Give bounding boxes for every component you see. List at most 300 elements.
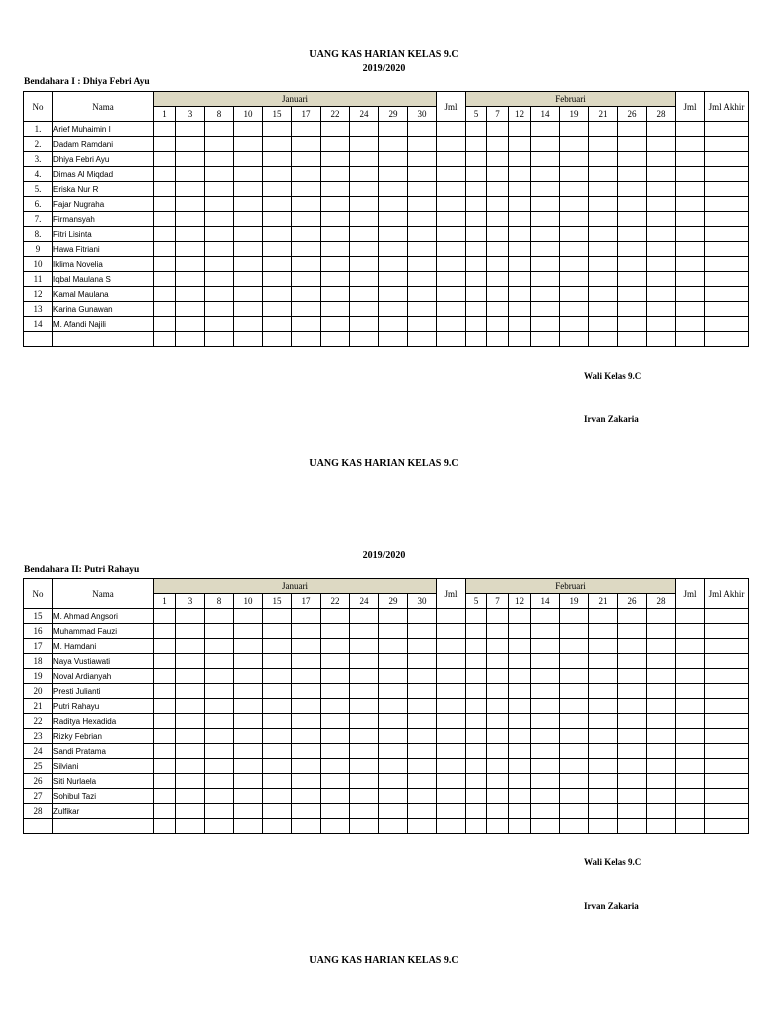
payment-cell	[647, 257, 676, 272]
payment-cell	[531, 624, 560, 639]
payment-cell	[408, 317, 437, 332]
payment-cell	[292, 819, 321, 834]
payment-cell	[509, 167, 531, 182]
payment-cell	[379, 654, 408, 669]
payment-cell	[321, 317, 350, 332]
payment-cell	[466, 122, 487, 137]
student-name: M. Ahmad Angsori	[53, 609, 154, 624]
table-row	[24, 302, 749, 317]
payment-cell	[618, 624, 647, 639]
payment-cell	[234, 227, 263, 242]
payment-cell	[154, 137, 176, 152]
payment-cell	[292, 272, 321, 287]
payment-cell	[437, 182, 466, 197]
payment-cell	[437, 669, 466, 684]
payment-cell	[509, 609, 531, 624]
payment-cell	[292, 759, 321, 774]
payment-cell	[408, 122, 437, 137]
payment-cell	[676, 639, 705, 654]
table-row	[24, 744, 749, 759]
student-no: 9	[24, 242, 53, 257]
payment-cell	[292, 684, 321, 699]
payment-cell	[234, 302, 263, 317]
payment-cell	[205, 654, 234, 669]
student-no: 28	[24, 804, 53, 819]
payment-cell	[292, 242, 321, 257]
payment-cell	[263, 819, 292, 834]
payment-cell	[676, 804, 705, 819]
payment-cell	[350, 152, 379, 167]
payment-cell	[379, 624, 408, 639]
day-header-februari: 28	[647, 594, 676, 609]
payment-cell	[589, 609, 618, 624]
payment-cell	[487, 774, 509, 789]
payment-cell	[408, 227, 437, 242]
payment-cell	[379, 729, 408, 744]
payment-cell	[321, 774, 350, 789]
payment-cell	[408, 714, 437, 729]
payment-cell	[560, 609, 589, 624]
payment-cell	[531, 714, 560, 729]
payment-cell	[466, 182, 487, 197]
payment-cell	[321, 122, 350, 137]
payment-cell	[234, 332, 263, 347]
payment-cell	[234, 609, 263, 624]
payment-cell	[263, 227, 292, 242]
payment-cell	[154, 332, 176, 347]
payment-cell	[647, 759, 676, 774]
day-header-januari: 1	[154, 107, 176, 122]
payment-cell	[379, 819, 408, 834]
day-header-januari: 15	[263, 594, 292, 609]
payment-cell	[487, 669, 509, 684]
payment-cell	[176, 819, 205, 834]
payment-cell	[321, 242, 350, 257]
payment-cell	[618, 227, 647, 242]
payment-cell	[205, 684, 234, 699]
payment-cell	[618, 654, 647, 669]
payment-cell	[531, 317, 560, 332]
payment-cell	[176, 137, 205, 152]
payment-cell	[618, 212, 647, 227]
payment-cell	[437, 212, 466, 227]
payment-cell	[487, 182, 509, 197]
payment-cell	[176, 287, 205, 302]
payment-cell	[589, 744, 618, 759]
payment-cell	[705, 684, 749, 699]
payment-cell	[560, 654, 589, 669]
table-row	[24, 287, 749, 302]
payment-cell	[676, 759, 705, 774]
payment-cell	[154, 272, 176, 287]
payment-cell	[531, 804, 560, 819]
payment-cell	[509, 789, 531, 804]
payment-cell	[176, 227, 205, 242]
student-name: Muhammad Fauzi	[53, 624, 154, 639]
kas-table-2	[23, 578, 749, 834]
payment-cell	[618, 729, 647, 744]
payment-cell	[618, 152, 647, 167]
payment-cell	[676, 302, 705, 317]
payment-cell	[560, 332, 589, 347]
payment-cell	[176, 789, 205, 804]
payment-cell	[234, 197, 263, 212]
day-header-februari: 7	[487, 107, 509, 122]
payment-cell	[379, 774, 408, 789]
day-header-februari: 14	[531, 107, 560, 122]
payment-cell	[531, 137, 560, 152]
student-no: 21	[24, 699, 53, 714]
payment-cell	[487, 197, 509, 212]
payment-cell	[205, 242, 234, 257]
payment-cell	[647, 789, 676, 804]
payment-cell	[618, 272, 647, 287]
payment-cell	[676, 272, 705, 287]
month-header-januari: Januari	[154, 579, 437, 594]
day-header-februari: 14	[531, 594, 560, 609]
payment-cell	[487, 744, 509, 759]
payment-cell	[618, 819, 647, 834]
payment-cell	[205, 332, 234, 347]
payment-cell	[350, 699, 379, 714]
payment-cell	[350, 744, 379, 759]
payment-cell	[408, 819, 437, 834]
student-name: Iklima Novelia	[53, 257, 154, 272]
day-header-februari: 5	[466, 107, 487, 122]
payment-cell	[618, 699, 647, 714]
payment-cell	[321, 609, 350, 624]
column-header-jml-januari: Jml	[437, 579, 466, 609]
payment-cell	[408, 789, 437, 804]
kas-table-1	[23, 91, 749, 347]
payment-cell	[234, 137, 263, 152]
payment-cell	[618, 609, 647, 624]
payment-cell	[154, 287, 176, 302]
payment-cell	[487, 729, 509, 744]
table-row	[24, 122, 749, 137]
student-name: Raditya Hexadida	[53, 714, 154, 729]
column-header-jml-akhir: Jml Akhir	[705, 92, 749, 122]
payment-cell	[705, 669, 749, 684]
payment-cell	[466, 804, 487, 819]
payment-cell	[154, 774, 176, 789]
payment-cell	[321, 819, 350, 834]
payment-cell	[263, 212, 292, 227]
column-header-jml-februari: Jml	[676, 579, 705, 609]
payment-cell	[321, 639, 350, 654]
payment-cell	[466, 257, 487, 272]
student-no: 5.	[24, 182, 53, 197]
payment-cell	[589, 699, 618, 714]
payment-cell	[705, 167, 749, 182]
payment-cell	[676, 212, 705, 227]
table-row	[24, 669, 749, 684]
payment-cell	[321, 287, 350, 302]
payment-cell	[205, 819, 234, 834]
payment-cell	[531, 744, 560, 759]
payment-cell	[350, 759, 379, 774]
payment-cell	[350, 332, 379, 347]
payment-cell	[437, 152, 466, 167]
payment-cell	[263, 152, 292, 167]
payment-cell	[560, 669, 589, 684]
payment-cell	[176, 317, 205, 332]
payment-cell	[154, 804, 176, 819]
payment-cell	[589, 152, 618, 167]
payment-cell	[292, 122, 321, 137]
payment-cell	[589, 759, 618, 774]
payment-cell	[292, 654, 321, 669]
payment-cell	[154, 197, 176, 212]
payment-cell	[647, 197, 676, 212]
payment-cell	[647, 152, 676, 167]
payment-cell	[705, 197, 749, 212]
payment-cell	[379, 182, 408, 197]
payment-cell	[379, 332, 408, 347]
payment-cell	[292, 609, 321, 624]
payment-cell	[618, 332, 647, 347]
payment-cell	[531, 242, 560, 257]
payment-cell	[676, 242, 705, 257]
payment-cell	[350, 789, 379, 804]
payment-cell	[676, 167, 705, 182]
payment-cell	[589, 242, 618, 257]
payment-cell	[676, 744, 705, 759]
payment-cell	[408, 639, 437, 654]
payment-cell	[705, 819, 749, 834]
payment-cell	[676, 317, 705, 332]
payment-cell	[154, 609, 176, 624]
day-header-februari: 12	[509, 107, 531, 122]
payment-cell	[408, 609, 437, 624]
table-row	[24, 152, 749, 167]
payment-cell	[560, 699, 589, 714]
payment-cell	[466, 654, 487, 669]
payment-cell	[560, 819, 589, 834]
payment-cell	[379, 287, 408, 302]
payment-cell	[509, 714, 531, 729]
payment-cell	[705, 609, 749, 624]
payment-cell	[379, 804, 408, 819]
payment-cell	[705, 789, 749, 804]
payment-cell	[154, 744, 176, 759]
column-header-jml-akhir: Jml Akhir	[705, 579, 749, 609]
payment-cell	[379, 242, 408, 257]
payment-cell	[292, 152, 321, 167]
payment-cell	[437, 197, 466, 212]
payment-cell	[321, 302, 350, 317]
payment-cell	[560, 287, 589, 302]
payment-cell	[205, 609, 234, 624]
payment-cell	[618, 669, 647, 684]
payment-cell	[234, 759, 263, 774]
student-no: 3.	[24, 152, 53, 167]
payment-cell	[437, 609, 466, 624]
payment-cell	[531, 654, 560, 669]
payment-cell	[647, 639, 676, 654]
day-header-januari: 1	[154, 594, 176, 609]
payment-cell	[466, 684, 487, 699]
payment-cell	[408, 654, 437, 669]
section-1-title: UANG KAS HARIAN KELAS 9.C	[309, 49, 459, 60]
payment-cell	[589, 774, 618, 789]
payment-cell	[647, 137, 676, 152]
payment-cell	[292, 227, 321, 242]
payment-cell	[589, 272, 618, 287]
payment-cell	[509, 152, 531, 167]
payment-cell	[618, 317, 647, 332]
payment-cell	[487, 654, 509, 669]
payment-cell	[531, 609, 560, 624]
payment-cell	[487, 242, 509, 257]
payment-cell	[205, 759, 234, 774]
payment-cell	[560, 759, 589, 774]
payment-cell	[676, 137, 705, 152]
payment-cell	[705, 182, 749, 197]
payment-cell	[321, 699, 350, 714]
payment-cell	[466, 302, 487, 317]
payment-cell	[487, 152, 509, 167]
day-header-januari: 8	[205, 594, 234, 609]
payment-cell	[292, 332, 321, 347]
payment-cell	[263, 122, 292, 137]
student-no: 13	[24, 302, 53, 317]
student-name: Dhiya Febri Ayu	[53, 152, 154, 167]
payment-cell	[560, 639, 589, 654]
payment-cell	[647, 699, 676, 714]
student-name: Hawa Fitriani	[53, 242, 154, 257]
student-no: 4.	[24, 167, 53, 182]
student-no: 2.	[24, 137, 53, 152]
table-row	[24, 699, 749, 714]
payment-cell	[531, 684, 560, 699]
payment-cell	[560, 122, 589, 137]
payment-cell	[437, 302, 466, 317]
day-header-januari: 29	[379, 107, 408, 122]
payment-cell	[705, 744, 749, 759]
month-header-februari: Februari	[466, 92, 676, 107]
payment-cell	[408, 197, 437, 212]
payment-cell	[560, 212, 589, 227]
payment-cell	[379, 272, 408, 287]
payment-cell	[263, 669, 292, 684]
payment-cell	[379, 122, 408, 137]
payment-cell	[509, 137, 531, 152]
payment-cell	[205, 699, 234, 714]
student-no: 24	[24, 744, 53, 759]
payment-cell	[560, 804, 589, 819]
payment-cell	[589, 167, 618, 182]
payment-cell	[350, 122, 379, 137]
payment-cell	[705, 714, 749, 729]
payment-cell	[560, 317, 589, 332]
payment-cell	[321, 167, 350, 182]
day-header-januari: 17	[292, 107, 321, 122]
payment-cell	[292, 197, 321, 212]
payment-cell	[589, 137, 618, 152]
payment-cell	[560, 227, 589, 242]
student-name: Kamal Maulana	[53, 287, 154, 302]
student-no: 16	[24, 624, 53, 639]
payment-cell	[466, 227, 487, 242]
student-name: Karina Gunawan	[53, 302, 154, 317]
payment-cell	[531, 669, 560, 684]
payment-cell	[205, 744, 234, 759]
payment-cell	[154, 759, 176, 774]
payment-cell	[705, 257, 749, 272]
payment-cell	[176, 257, 205, 272]
table-row	[24, 714, 749, 729]
student-no: 19	[24, 669, 53, 684]
payment-cell	[705, 624, 749, 639]
payment-cell	[205, 122, 234, 137]
payment-cell	[487, 317, 509, 332]
payment-cell	[560, 302, 589, 317]
payment-cell	[408, 804, 437, 819]
payment-cell	[647, 122, 676, 137]
student-no: 1.	[24, 122, 53, 137]
payment-cell	[292, 182, 321, 197]
payment-cell	[176, 197, 205, 212]
payment-cell	[531, 152, 560, 167]
payment-cell	[350, 182, 379, 197]
payment-cell	[205, 182, 234, 197]
payment-cell	[466, 272, 487, 287]
payment-cell	[705, 729, 749, 744]
payment-cell	[263, 167, 292, 182]
section-2-wali-name: Irvan Zakaria	[584, 901, 639, 911]
day-header-januari: 17	[292, 594, 321, 609]
payment-cell	[560, 272, 589, 287]
student-name: Arief Muhaimin I	[53, 122, 154, 137]
payment-cell	[205, 287, 234, 302]
payment-cell	[466, 744, 487, 759]
payment-cell	[176, 624, 205, 639]
payment-cell	[487, 684, 509, 699]
section-2-year: 2019/2020	[362, 550, 406, 561]
payment-cell	[292, 137, 321, 152]
table-row	[24, 609, 749, 624]
payment-cell	[618, 167, 647, 182]
payment-cell	[379, 197, 408, 212]
payment-cell	[509, 639, 531, 654]
payment-cell	[154, 317, 176, 332]
table-row	[24, 242, 749, 257]
month-header-januari: Januari	[154, 92, 437, 107]
payment-cell	[531, 819, 560, 834]
student-name	[53, 819, 154, 834]
student-no	[24, 332, 53, 347]
payment-cell	[676, 182, 705, 197]
payment-cell	[487, 819, 509, 834]
payment-cell	[292, 624, 321, 639]
payment-cell	[350, 609, 379, 624]
student-name: Firmansyah	[53, 212, 154, 227]
payment-cell	[705, 774, 749, 789]
payment-cell	[466, 609, 487, 624]
student-name: M. Hamdani	[53, 639, 154, 654]
payment-cell	[350, 167, 379, 182]
payment-cell	[560, 729, 589, 744]
payment-cell	[176, 212, 205, 227]
payment-cell	[234, 257, 263, 272]
column-header-jml-februari: Jml	[676, 92, 705, 122]
payment-cell	[437, 167, 466, 182]
table-row	[24, 272, 749, 287]
day-header-februari: 19	[560, 107, 589, 122]
payment-cell	[205, 669, 234, 684]
payment-cell	[205, 789, 234, 804]
